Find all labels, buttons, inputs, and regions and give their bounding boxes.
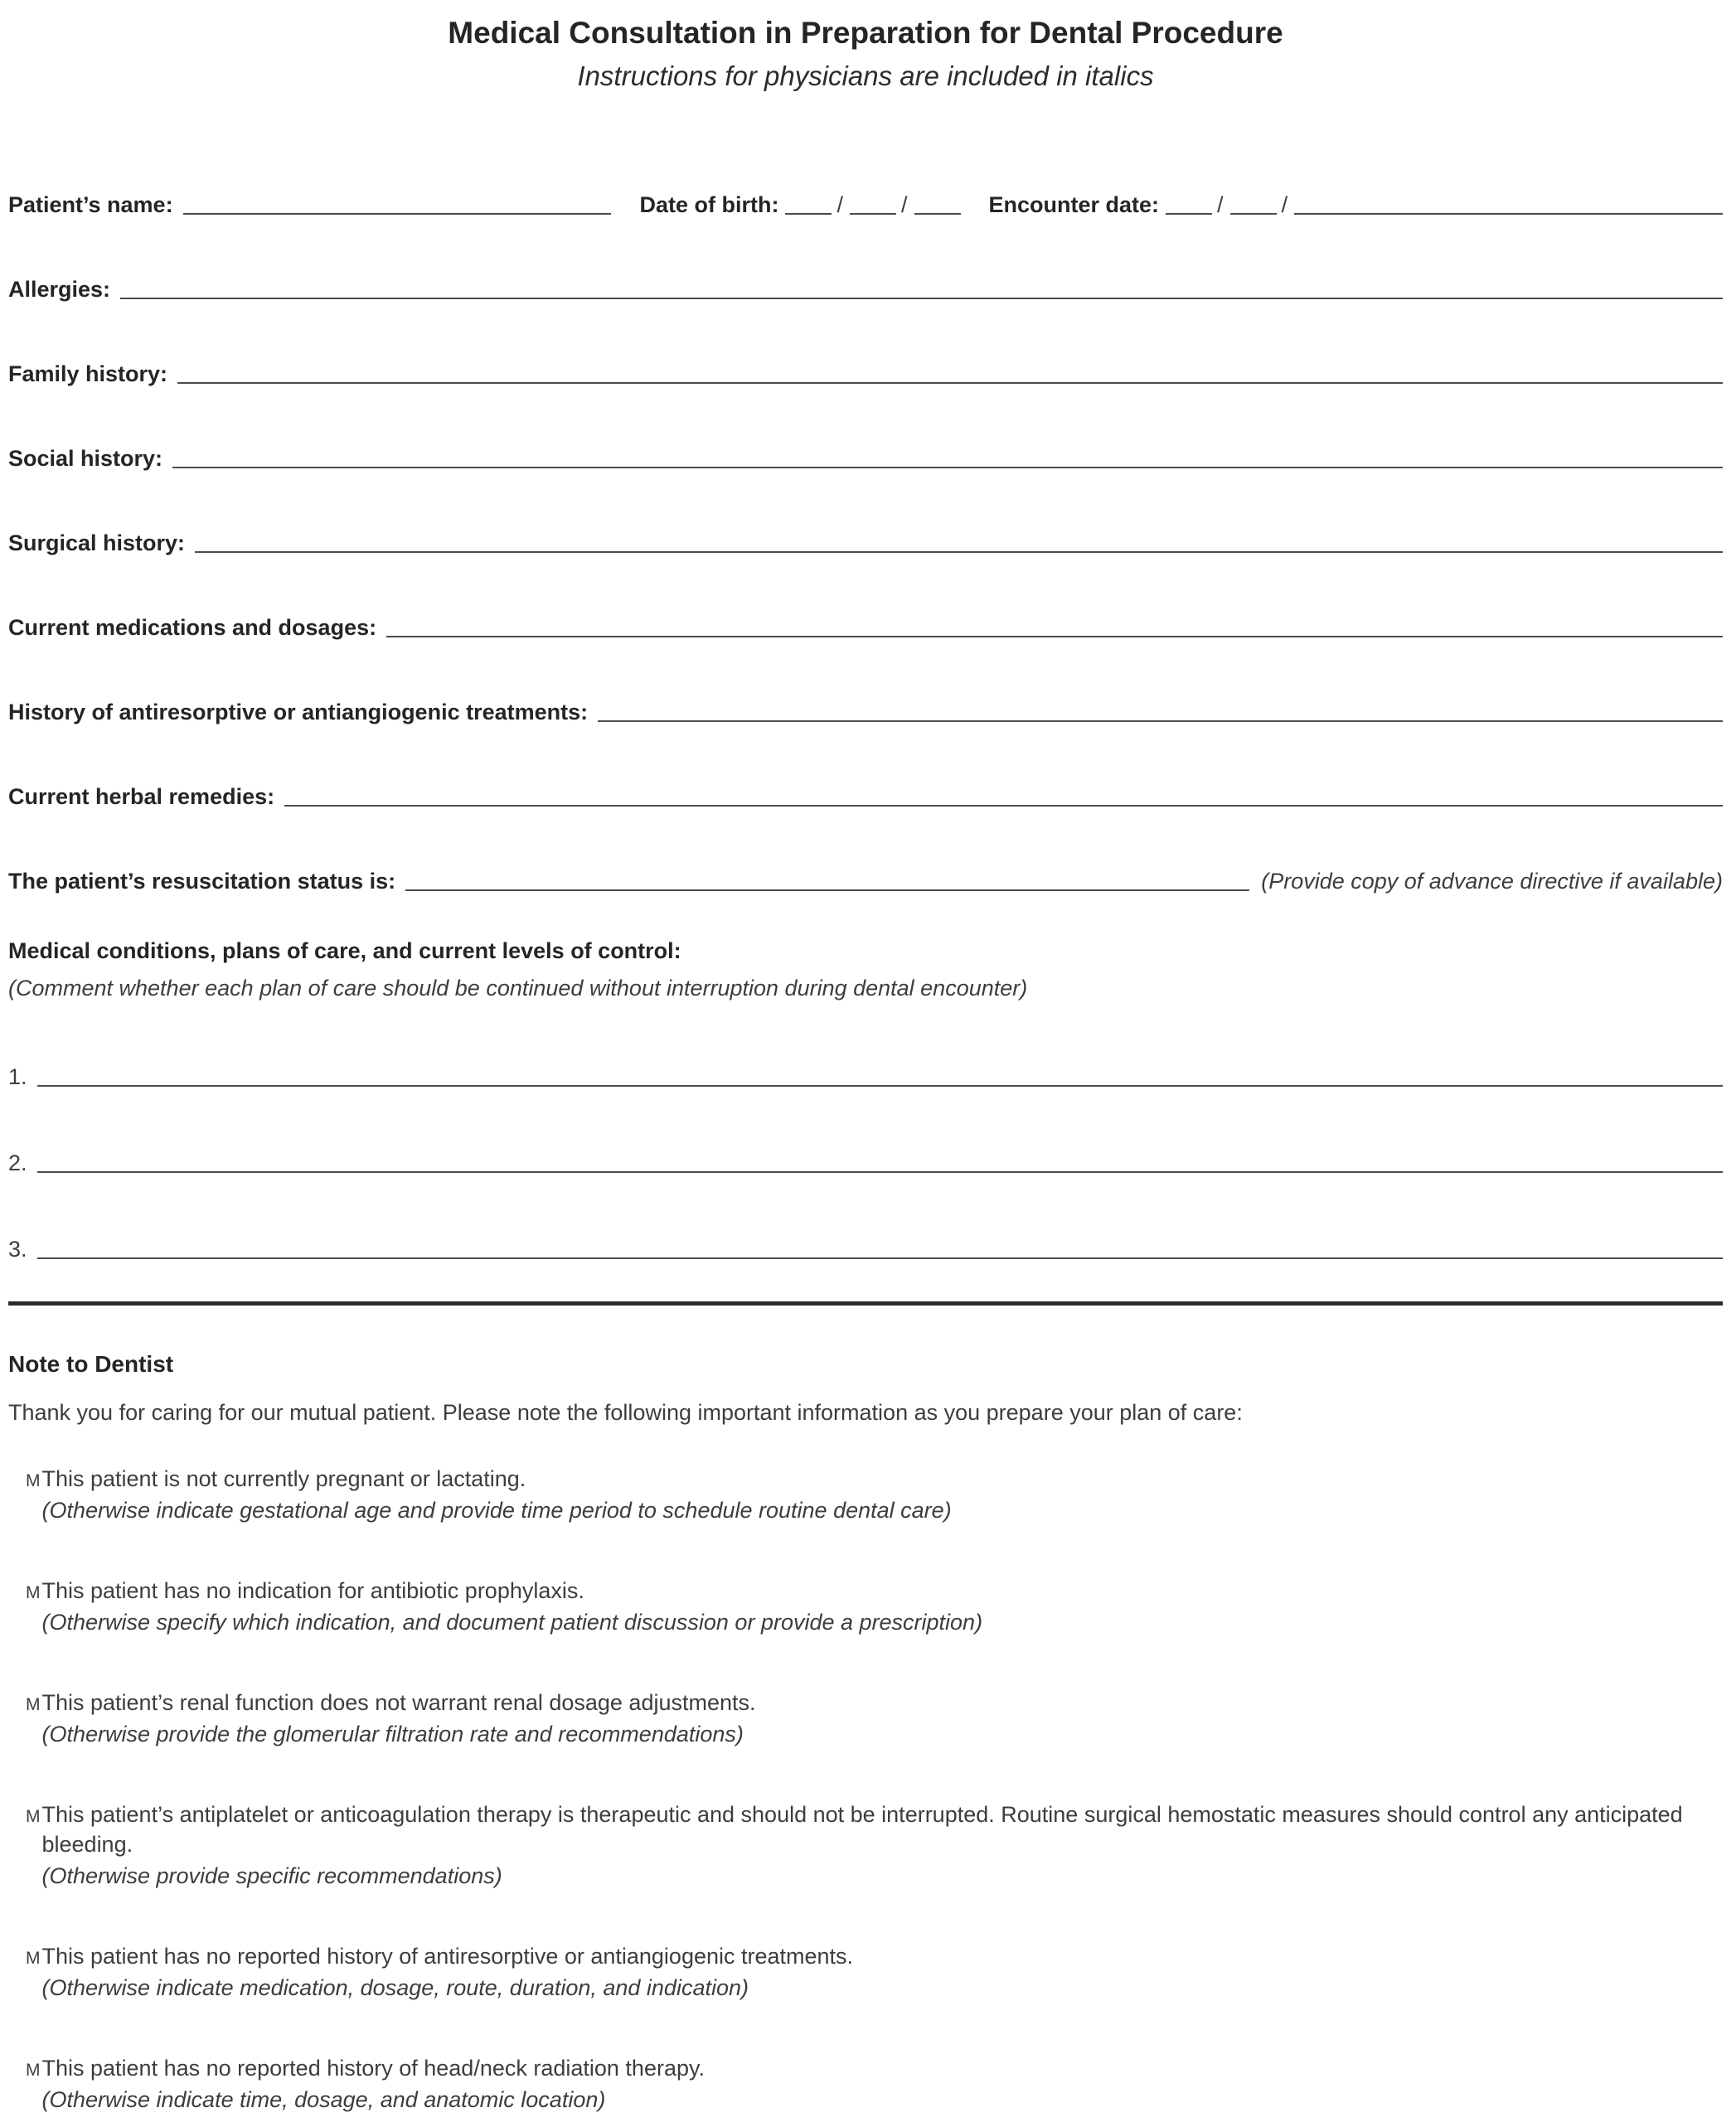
field-row-antiresorptive-history <box>8 698 1723 726</box>
checkbox-icon[interactable]: M <box>26 1695 41 1714</box>
note-item-text: This patient’s antiplatelet or anticoagulation therapy is therapeutic and should not be interrupted. Routine surgical hemostatic measures should control any anticipated bleeding. <box>41 1802 1683 1857</box>
note-item-body <box>42 2053 1724 2115</box>
note-item-body <box>42 1688 1724 1749</box>
condition-row-3 <box>8 1235 1723 1263</box>
patient-name-label: Patient’s name: <box>8 192 173 217</box>
condition-number-3: 3. <box>8 1237 27 1262</box>
encounter-year-line[interactable] <box>1294 213 1723 215</box>
note-item-instruction: (Otherwise provide the glomerular filtration rate and recommendations) <box>41 1722 744 1747</box>
note-item-instruction: (Otherwise provide specific recommendations) <box>41 1863 502 1888</box>
social-history-label: Social history: <box>8 446 163 471</box>
condition-line-2[interactable] <box>37 1171 1723 1173</box>
resuscitation-label: The patient’s resuscitation status is: <box>8 869 396 894</box>
note-item-text: This patient is not currently pregnant or lactating. <box>41 1466 526 1491</box>
current-medications-line[interactable] <box>386 636 1723 637</box>
dob-month-line[interactable] <box>785 213 832 215</box>
note-item-instruction: (Otherwise indicate medication, dosage, route, duration, and indication) <box>41 1975 749 2000</box>
note-item-body <box>42 1464 1724 1525</box>
antiresorptive-history-line[interactable] <box>598 720 1723 722</box>
field-row-current-medications <box>8 613 1723 642</box>
conditions-instruction: (Comment whether each plan of care should be continued without interruption during dental encounter) <box>8 976 1028 1000</box>
encounter-day-line[interactable] <box>1230 213 1277 215</box>
note-item-renal-function <box>8 1688 1723 1749</box>
condition-row-1 <box>8 1063 1723 1091</box>
note-item-radiation-therapy <box>8 2053 1723 2115</box>
note-item-antibiotic-prophylaxis <box>8 1576 1723 1637</box>
checkbox-icon[interactable]: M <box>26 1949 41 1968</box>
allergies-label: Allergies: <box>8 277 111 302</box>
family-history-label: Family history: <box>8 361 168 386</box>
note-to-dentist-intro: Thank you for caring for our mutual patient. Please note the following important information as you prepare your plan of care: <box>8 1400 1243 1425</box>
condition-line-1[interactable] <box>37 1085 1723 1087</box>
dob-year-line[interactable] <box>914 213 961 215</box>
family-history-line[interactable] <box>177 382 1723 384</box>
herbal-remedies-line[interactable] <box>284 805 1723 807</box>
encounter-slash: / <box>1281 192 1288 217</box>
encounter-date-label: Encounter date: <box>988 192 1160 217</box>
advance-directive-note: (Provide copy of advance directive if available) <box>1261 869 1723 894</box>
condition-number-2: 2. <box>8 1151 27 1175</box>
note-item-text: This patient has no reported history of head/neck radiation therapy. <box>41 2056 705 2081</box>
encounter-slash: / <box>1217 192 1224 217</box>
note-item-pregnancy <box>8 1464 1723 1525</box>
note-item-instruction: (Otherwise indicate time, dosage, and anatomic location) <box>41 2087 606 2112</box>
field-row-family-history <box>8 360 1723 388</box>
dob-slash: / <box>901 192 908 217</box>
resuscitation-line[interactable] <box>405 889 1249 891</box>
surgical-history-line[interactable] <box>195 551 1723 553</box>
condition-row-2 <box>8 1149 1723 1177</box>
note-item-body <box>42 1800 1724 1891</box>
note-item-body <box>42 1576 1724 1637</box>
checkbox-icon[interactable]: M <box>26 1807 41 1826</box>
note-item-body <box>42 1941 1724 2003</box>
note-item-anticoagulation <box>8 1800 1723 1891</box>
antiresorptive-history-label: History of antiresorptive or antiangiogenic treatments: <box>8 700 589 724</box>
conditions-section <box>8 937 1723 1005</box>
note-item-text: This patient has no reported history of antiresorptive or antiangiogenic treatments. <box>41 1944 854 1969</box>
checkbox-icon[interactable]: M <box>26 1471 41 1490</box>
checkbox-icon[interactable]: M <box>26 2061 41 2080</box>
field-row-herbal-remedies <box>8 782 1723 811</box>
note-item-antiresorptive-treatments <box>8 1941 1723 2003</box>
condition-line-3[interactable] <box>37 1257 1723 1259</box>
note-item-text: This patient has no indication for antibiotic prophylaxis. <box>41 1578 584 1603</box>
allergies-line[interactable] <box>120 298 1723 299</box>
social-history-line[interactable] <box>172 467 1723 468</box>
note-item-instruction: (Otherwise specify which indication, and document patient discussion or provide a prescription) <box>41 1610 983 1635</box>
note-to-dentist-heading: Note to Dentist <box>8 1351 174 1377</box>
patient-name-line[interactable] <box>183 213 612 215</box>
field-row-surgical-history <box>8 529 1723 557</box>
note-item-text: This patient’s renal function does not warrant renal dosage adjustments. <box>41 1690 756 1715</box>
date-of-birth-label: Date of birth: <box>639 192 779 217</box>
dob-day-line[interactable] <box>850 213 896 215</box>
field-row-social-history <box>8 444 1723 472</box>
section-divider <box>8 1301 1723 1306</box>
condition-number-1: 1. <box>8 1064 27 1089</box>
checkbox-icon[interactable]: M <box>26 1583 41 1602</box>
resuscitation-row <box>8 867 1723 895</box>
form-subtitle: Instructions for physicians are included in italics <box>577 61 1154 91</box>
patient-info-row <box>8 191 1723 219</box>
form-title: Medical Consultation in Preparation for Dental Procedure <box>448 16 1283 50</box>
conditions-heading: Medical conditions, plans of care, and current levels of control: <box>8 938 681 963</box>
surgical-history-label: Surgical history: <box>8 530 186 555</box>
note-item-instruction: (Otherwise indicate gestational age and provide time period to schedule routine dental care) <box>41 1498 952 1523</box>
current-medications-label: Current medications and dosages: <box>8 615 377 640</box>
field-row-allergies <box>8 275 1723 303</box>
encounter-month-line[interactable] <box>1166 213 1212 215</box>
dob-slash: / <box>836 192 843 217</box>
herbal-remedies-label: Current herbal remedies: <box>8 784 275 809</box>
